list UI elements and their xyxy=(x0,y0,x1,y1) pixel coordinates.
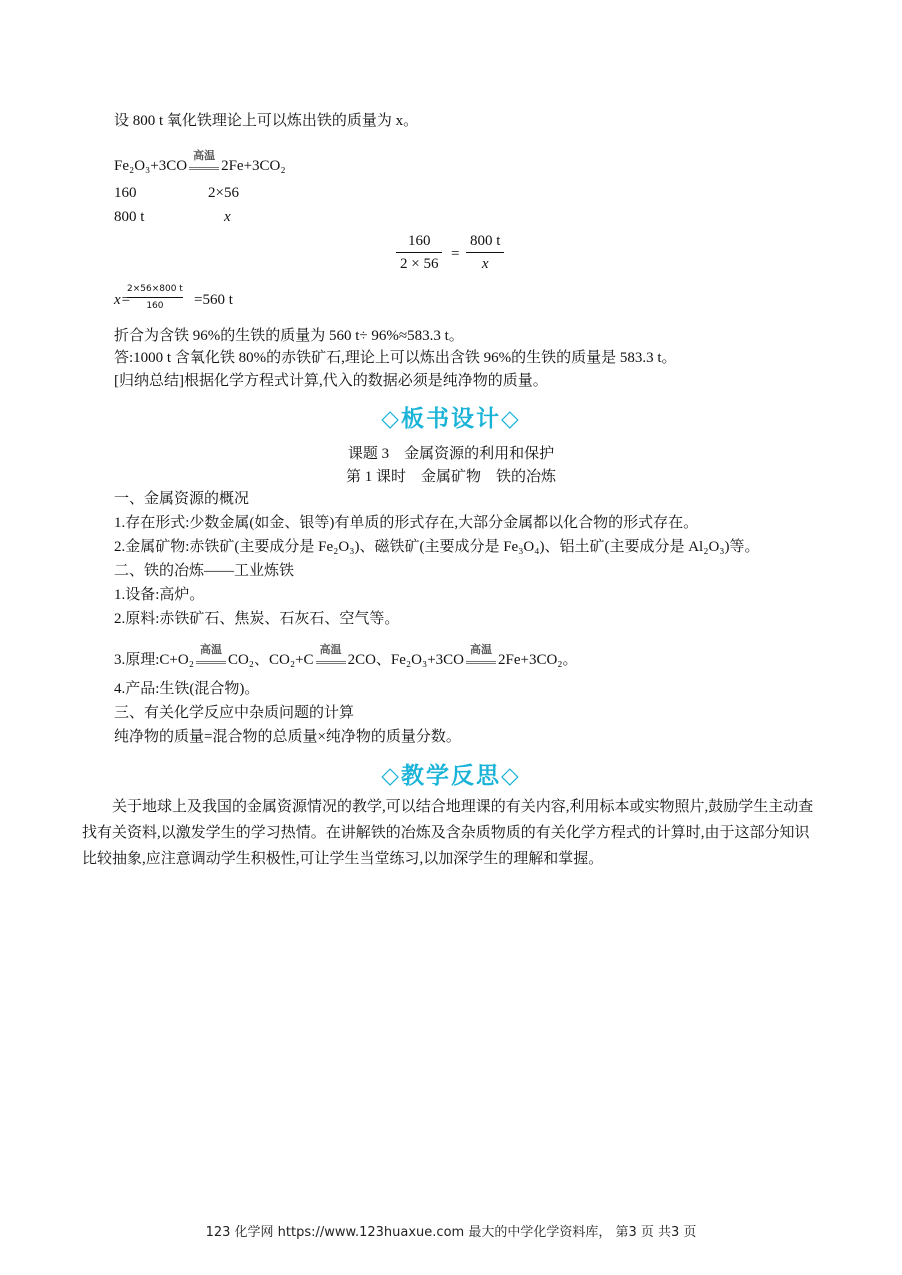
solve-num: 2×56×800 t xyxy=(127,284,183,294)
equation-lhs: Fe₂O₃+3CO xyxy=(114,158,188,174)
board-heading: ◇板书设计◇ xyxy=(381,405,521,432)
principle-part-2: 2CO、Fe₂O₃+3CO xyxy=(347,652,464,668)
fraction-right xyxy=(466,232,504,273)
section-2-item-1: 1.设备:高炉。 xyxy=(114,587,205,603)
ratio-row-2b: x xyxy=(224,209,231,225)
reflection-heading: ◇教学反思◇ xyxy=(381,762,521,789)
section-1: 一、金属资源的概况 xyxy=(114,491,250,507)
condition-high-temp: 高温 xyxy=(314,658,348,664)
fraction-left-den: 2 × 56 xyxy=(400,256,439,272)
board-title-2: 第 1 课时 金属矿物 铁的冶炼 xyxy=(345,469,556,485)
principle-prefix: 3.原理:C+O₂ xyxy=(114,652,194,668)
section-1-item-1: 1.存在形式:少数金属(如金、银等)有单质的形式存在,大部分金属都以化合物的形式存在。 xyxy=(114,515,699,531)
solve-fraction xyxy=(127,284,183,311)
condition-high-temp: 高温 xyxy=(187,164,221,170)
section-2: 二、铁的冶炼——工业炼铁 xyxy=(114,563,295,579)
principle-part-3: 2Fe+3CO₂。 xyxy=(498,652,578,668)
section-2-item-4: 4.产品:生铁(混合物)。 xyxy=(114,681,260,697)
fraction-left xyxy=(396,232,442,273)
section-3-item-1: 纯净物的质量=混合物的总质量×纯净物的质量分数。 xyxy=(114,729,461,745)
fraction-right-num: 800 t xyxy=(470,233,501,249)
section-1-item-2: 2.金属矿物:赤铁矿(主要成分是 Fe₂O₃)、磁铁矿(主要成分是 Fe₃O₄)、铝土矿(主要成分是 Al₂O₃)等。 xyxy=(114,539,760,555)
ratio-row-1b: 2×56 xyxy=(208,185,239,201)
condition-high-temp: 高温 xyxy=(464,658,498,664)
section-3: 三、有关化学反应中杂质问题的计算 xyxy=(114,705,355,721)
ratio-row-1a: 160 xyxy=(114,185,137,201)
page-footer: 123 化学网 https://www.123huaxue.com 最大的中学化学资料库， 第3 页 共3 页 xyxy=(205,1225,697,1240)
fraction-right-den: x xyxy=(481,256,489,272)
fraction-left-num: 160 xyxy=(407,233,431,249)
ratio-row-2a: 800 t xyxy=(114,209,145,225)
convert-line: 折合为含铁 96%的生铁的质量为 560 t÷ 96%≈583.3 t。 xyxy=(114,328,464,344)
section-2-item-3 xyxy=(114,643,578,670)
summary-line: [归纳总结]根据化学方程式计算,代入的数据必须是纯净物的质量。 xyxy=(114,373,548,389)
equation-fe2o3-co xyxy=(114,149,286,176)
board-title-1: 课题 3 金属资源的利用和保护 xyxy=(347,446,555,462)
solve-den: 160 xyxy=(146,301,164,311)
solve-result: =560 t xyxy=(194,292,233,308)
equation-rhs: 2Fe+3CO₂ xyxy=(221,158,286,174)
intro-line: 设 800 t 氧化铁理论上可以炼出铁的质量为 x。 xyxy=(114,113,419,129)
fraction-equals: = xyxy=(451,246,460,262)
solve-var: x= xyxy=(114,292,131,308)
principle-part-1: CO₂、CO₂+C xyxy=(227,652,314,668)
reflection-paragraph: 关于地球上及我国的金属资源情况的教学,可以结合地理课的有关内容,利用标本或实物照片,鼓励学生主动查找有关资料,以激发学生的学习热情。在讲解铁的冶炼及含杂质物质的有关化学方程式的计算时,由于这部分知识比较抽象,应注意调动学生积极性,可让学生当堂练习,以加深学生的理解和掌握。 xyxy=(82,799,814,867)
condition-high-temp: 高温 xyxy=(194,658,228,664)
section-2-item-2: 2.原料:赤铁矿石、焦炭、石灰石、空气等。 xyxy=(114,611,400,627)
answer-line: 答:1000 t 含氧化铁 80%的赤铁矿石,理论上可以炼出含铁 96%的生铁的质量是 583.3 t。 xyxy=(114,350,677,366)
